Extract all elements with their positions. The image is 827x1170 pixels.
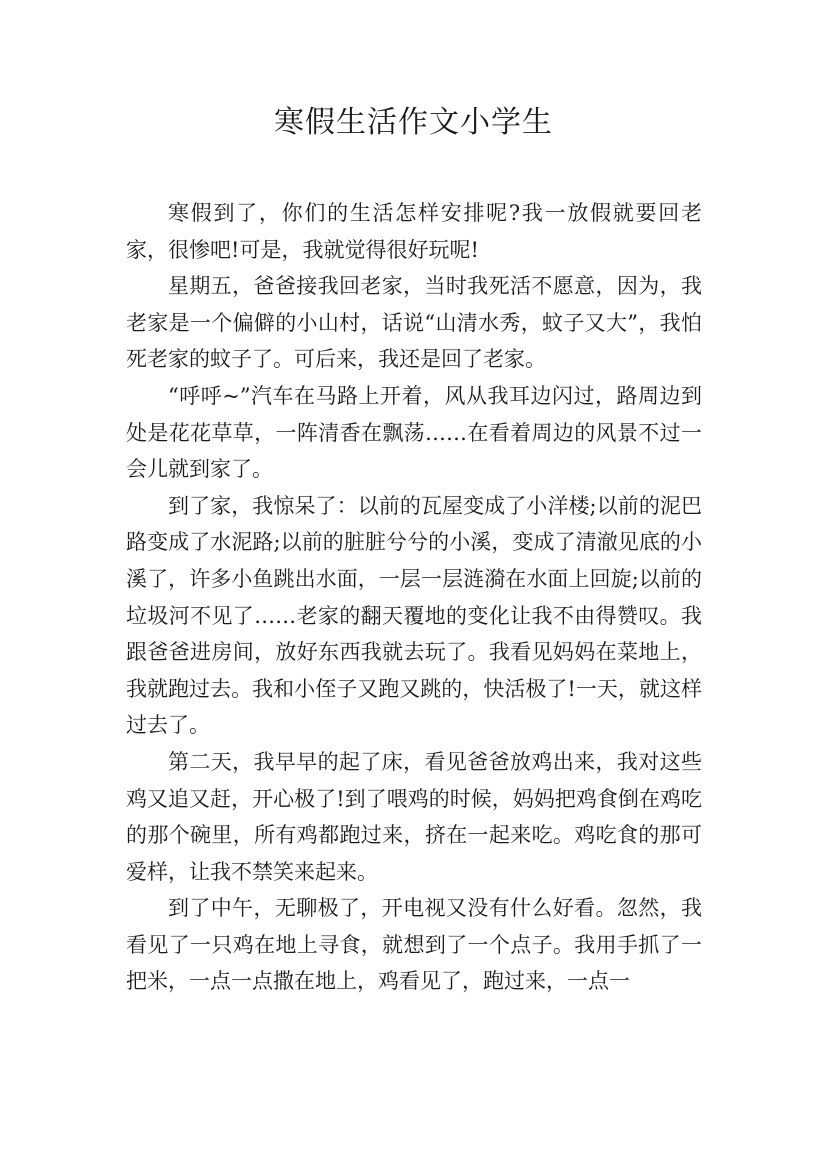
paragraph-4: 到了家，我惊呆了：以前的瓦屋变成了小洋楼;以前的泥巴路变成了水泥路;以前的脏脏兮兮的小溪，变成了清澈见底的小溪了，许多小鱼跳出水面，一层一层涟漪在水面上回旋;以前的垃圾河不见了……老家的翻天覆地的变化让我不由得赞叹。我跟爸爸进房间，放好东西我就去玩了。我看见妈妈在菜地上，我就跑过去。我和小侄子又跑又跳的，快活极了!一天，就这样过去了。 — [126, 493, 702, 738]
page-title: 寒假生活作文小学生 — [274, 105, 553, 140]
paragraph-6: 到了中午，无聊极了，开电视又没有什么好看。忽然，我看见了一只鸡在地上寻食，就想到了一个点子。我用手抓了一把米，一点一点撒在地上，鸡看见了，跑过来，一点一 — [126, 896, 702, 994]
paragraph-5: 第二天，我早早的起了床，看见爸爸放鸡出来，我对这些鸡又追又赶，开心极了!到了喂鸡的时候，妈妈把鸡食倒在鸡吃的那个碗里，所有鸡都跑过来，挤在一起来吃。鸡吃食的那可爱样，让我不禁笑来起来。 — [126, 749, 702, 884]
paragraph-1: 寒假到了，你们的生活怎样安排呢?我一放假就要回老家，很惨吧!可是，我就觉得很好玩呢! — [126, 201, 702, 262]
paragraph-3: “呼呼~”汽车在马路上开着，风从我耳边闪过，路周边到处是花花草草，一阵清香在飘荡……在看着周边的风景不过一会儿就到家了。 — [126, 383, 702, 482]
article-body — [126, 195, 702, 1000]
paragraph-2: 星期五，爸爸接我回老家，当时我死活不愿意，因为，我老家是一个偏僻的小山村，话说“山清水秀，蚊子又大”，我怕死老家的蚊子了。可后来，我还是回了老家。 — [126, 274, 702, 372]
